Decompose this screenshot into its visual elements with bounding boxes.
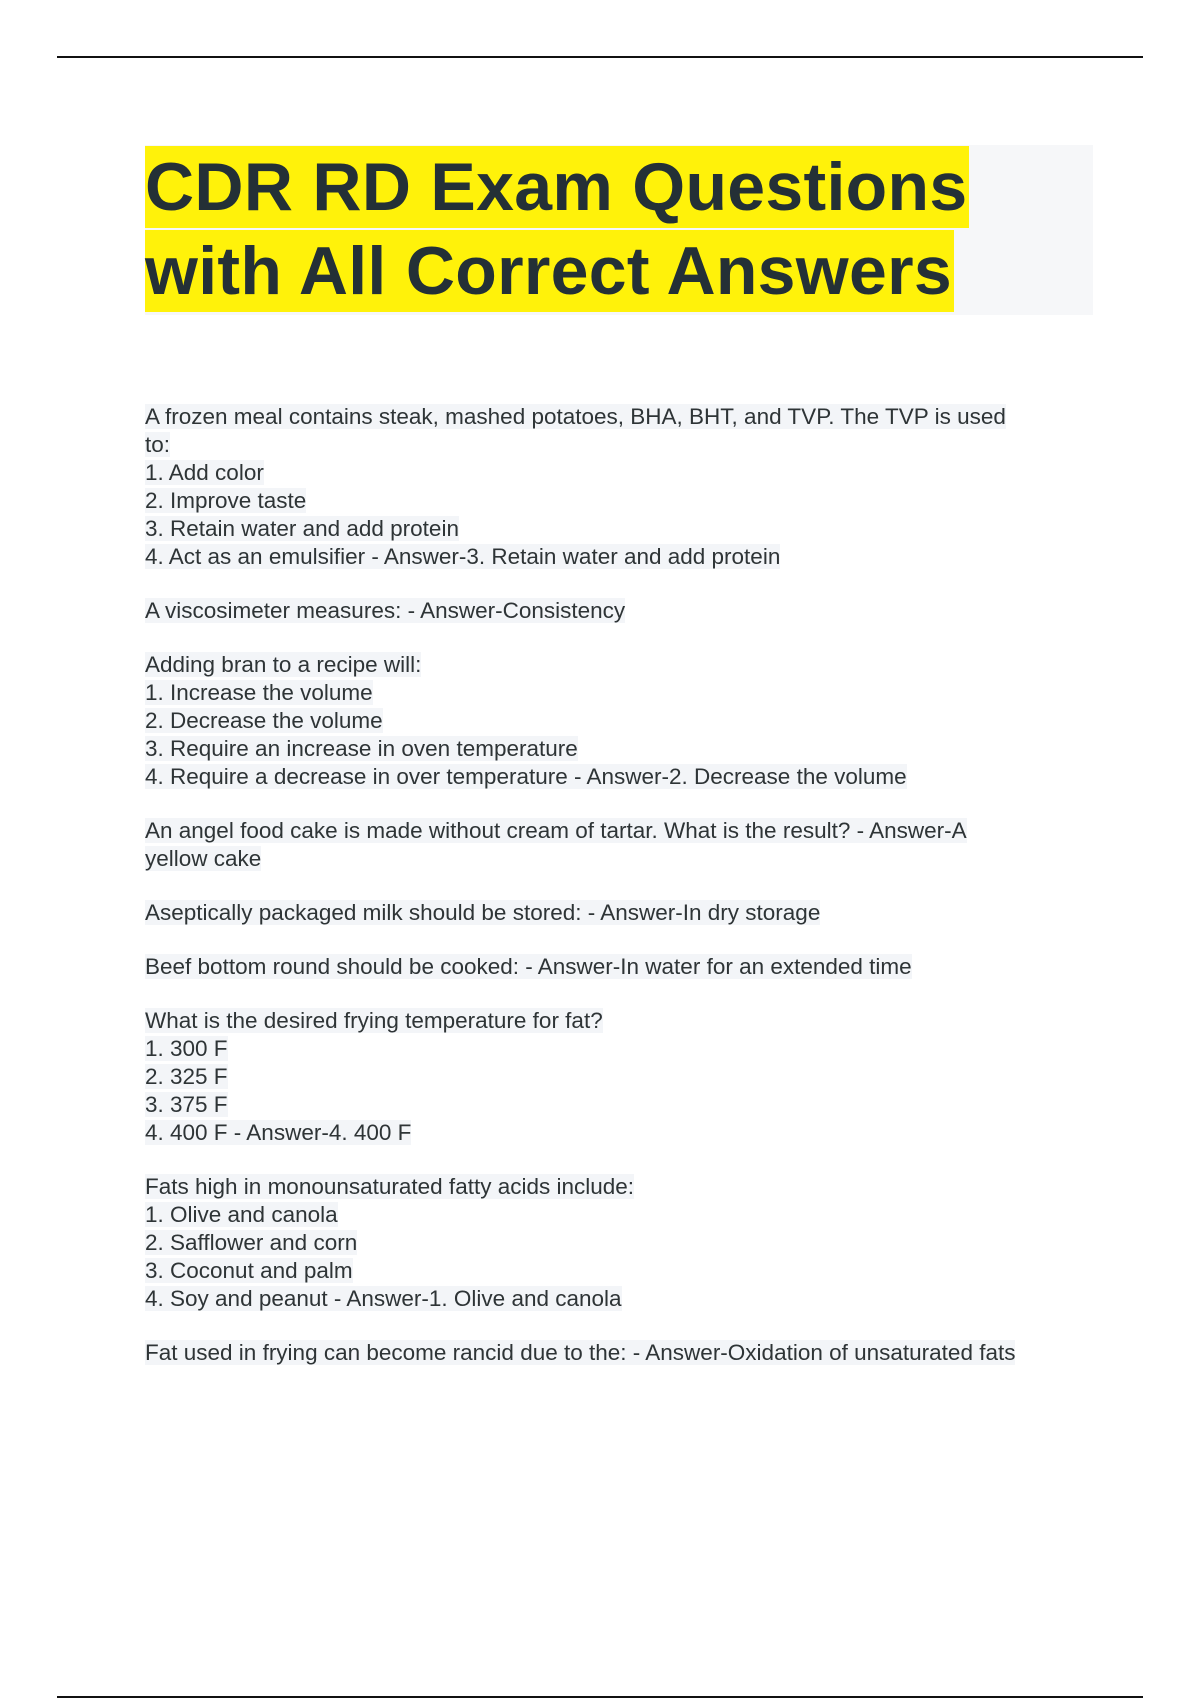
question-item [145, 403, 1085, 571]
question-line-text: 2. Safflower and corn [145, 1230, 358, 1255]
question-line-text: Aseptically packaged milk should be stored: - Answer-In dry storage [145, 900, 821, 925]
question-item [145, 651, 1085, 791]
question-line [145, 459, 1085, 487]
footer-rule [57, 1696, 1143, 1698]
question-line-text: Adding bran to a recipe will: [145, 652, 422, 677]
question-item [145, 1339, 1085, 1367]
question-line-text: 2. 325 F [145, 1064, 228, 1089]
question-line-text: 2. Decrease the volume [145, 708, 383, 733]
question-line [145, 707, 1085, 735]
question-line-text: Fats high in monounsaturated fatty acids include: [145, 1174, 635, 1199]
question-line [145, 1229, 1085, 1257]
question-line [145, 1339, 1085, 1367]
question-line-text: 1. 300 F [145, 1036, 228, 1061]
question-line-text: yellow cake [145, 846, 262, 871]
document-title-line-2: with All Correct Answers [145, 230, 954, 312]
question-line-text: Fat used in frying can become rancid due to the: - Answer-Oxidation of unsaturated fats [145, 1340, 1016, 1365]
question-line [145, 1285, 1085, 1313]
question-line-text: 3. Require an increase in oven temperature [145, 736, 578, 761]
question-line-text: 4. Act as an emulsifier - Answer-3. Retain water and add protein [145, 544, 781, 569]
question-line-text: 3. Retain water and add protein [145, 516, 459, 541]
question-line [145, 431, 1085, 459]
question-line-text: Beef bottom round should be cooked: - Answer-In water for an extended time [145, 954, 912, 979]
question-line [145, 1201, 1085, 1229]
question-line-text: 4. 400 F - Answer-4. 400 F [145, 1120, 412, 1145]
question-line [145, 679, 1085, 707]
question-line-text: 1. Olive and canola [145, 1202, 338, 1227]
document-title-line-1: CDR RD Exam Questions [145, 146, 969, 228]
question-item [145, 817, 1085, 873]
header-rule [57, 56, 1143, 58]
question-line [145, 763, 1085, 791]
question-line-text: 2. Improve taste [145, 488, 307, 513]
question-list [145, 403, 1085, 1393]
question-line [145, 403, 1085, 431]
question-line [145, 1173, 1085, 1201]
question-line [145, 651, 1085, 679]
question-line [145, 899, 1085, 927]
question-line [145, 1257, 1085, 1285]
question-line [145, 597, 1085, 625]
question-line-text: 3. 375 F [145, 1092, 228, 1117]
question-item [145, 899, 1085, 927]
question-line-text: 1. Increase the volume [145, 680, 373, 705]
question-line [145, 1035, 1085, 1063]
question-item [145, 953, 1085, 981]
question-line [145, 1063, 1085, 1091]
question-line [145, 515, 1085, 543]
question-item [145, 597, 1085, 625]
question-line [145, 1119, 1085, 1147]
question-line [145, 735, 1085, 763]
question-line [145, 817, 1085, 845]
question-line-text: A frozen meal contains steak, mashed potatoes, BHA, BHT, and TVP. The TVP is used [145, 404, 1006, 429]
question-line [145, 1091, 1085, 1119]
question-line [145, 487, 1085, 515]
question-line-text: 1. Add color [145, 460, 264, 485]
question-line-text: to: [145, 432, 171, 457]
question-line-text: An angel food cake is made without cream of tartar. What is the result? - Answer-A [145, 818, 967, 843]
question-line-text: 4. Require a decrease in over temperature - Answer-2. Decrease the volume [145, 764, 907, 789]
question-item [145, 1173, 1085, 1313]
question-item [145, 1007, 1085, 1147]
question-line-text: 3. Coconut and palm [145, 1258, 353, 1283]
question-line [145, 543, 1085, 571]
question-line [145, 1007, 1085, 1035]
question-line [145, 845, 1085, 873]
question-line [145, 953, 1085, 981]
question-line-text: A viscosimeter measures: - Answer-Consistency [145, 598, 626, 623]
question-line-text: What is the desired frying temperature for fat? [145, 1008, 603, 1033]
question-line-text: 4. Soy and peanut - Answer-1. Olive and canola [145, 1286, 622, 1311]
